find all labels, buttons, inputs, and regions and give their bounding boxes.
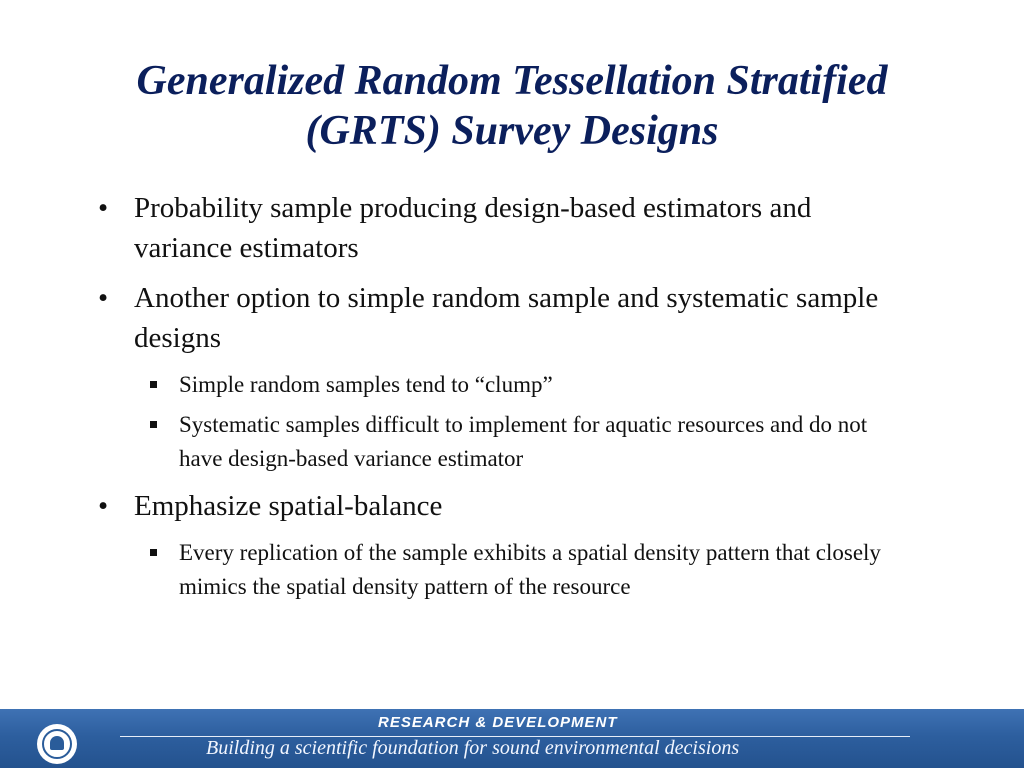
bullet-text: Probability sample producing design-based estimators and variance estimators <box>134 192 812 264</box>
bullet-item-3 <box>0 486 894 526</box>
bullet-list <box>0 188 1024 614</box>
bullet-marker: • <box>98 490 109 522</box>
sub-bullet-item <box>0 368 914 402</box>
square-bullet-icon <box>150 549 157 556</box>
bullet-marker: • <box>98 192 109 224</box>
sub-bullet-item <box>0 536 914 604</box>
agency-seal-icon <box>37 724 77 764</box>
sub-bullet-text: Simple random samples tend to “clump” <box>179 372 553 397</box>
footer-tagline: Building a scientific foundation for sound environmental decisions <box>206 737 740 759</box>
sub-bullet-text: Systematic samples difficult to implement for aquatic resources and do not have design-based variance estimator <box>179 412 868 471</box>
bullet-item-1 <box>0 188 894 268</box>
footer-heading: RESEARCH & DEVELOPMENT <box>378 714 618 731</box>
slide-title-line-2: (GRTS) Survey Designs <box>305 108 719 154</box>
slide-title <box>40 56 984 156</box>
footer-banner <box>0 709 1024 768</box>
sub-bullet-text: Every replication of the sample exhibits a spatial density pattern that closely mimics the spatial density pattern of the resource <box>179 540 881 599</box>
bullet-text: Emphasize spatial-balance <box>134 490 443 522</box>
bullet-marker: • <box>98 282 109 314</box>
slide-title-line-1: Generalized Random Tessellation Stratified <box>136 58 888 104</box>
bullet-text: Another option to simple random sample and systematic sample designs <box>134 282 879 354</box>
square-bullet-icon <box>150 381 157 388</box>
bullet-item-2 <box>0 278 894 358</box>
sub-bullet-item <box>0 408 914 476</box>
square-bullet-icon <box>150 421 157 428</box>
